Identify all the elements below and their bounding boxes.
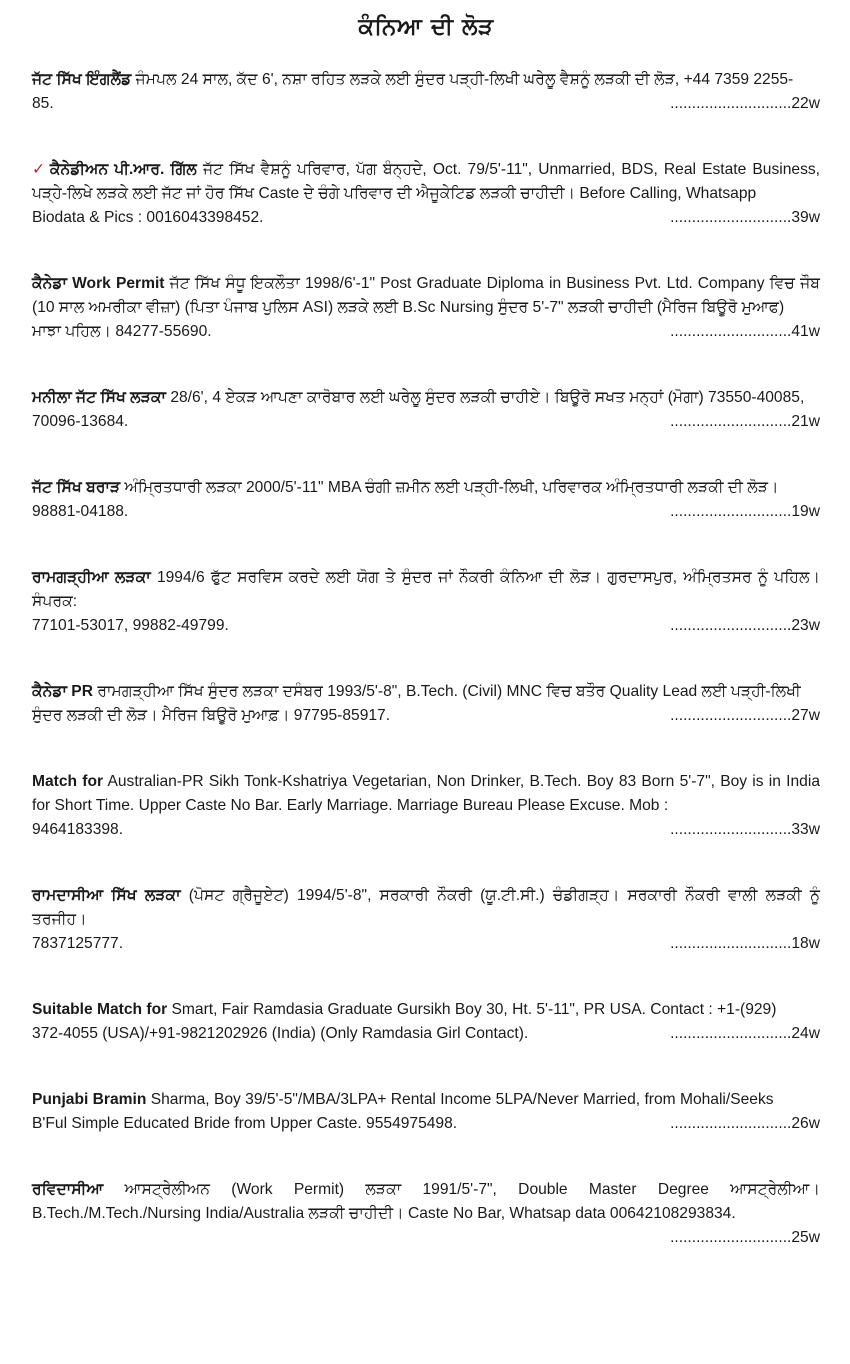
ad-word-count: ............................19w xyxy=(670,503,820,520)
ad-heading: ਕੈਨੇਡੀਅਨ ਪੀ.ਆਰ. ਗਿੱਲ xyxy=(49,161,197,178)
ad-footer xyxy=(32,410,820,434)
ad-heading: Suitable Match for xyxy=(32,1001,168,1018)
ad-footer xyxy=(32,206,820,230)
ad-text xyxy=(32,158,820,206)
classified-ad xyxy=(32,884,820,956)
ad-word-count: ............................33w xyxy=(670,821,820,838)
ad-contact: ਸੁੰਦਰ ਲੜਕੀ ਦੀ ਲੋੜ। ਮੈਰਿਜ ਬਿਊਰੋ ਮੁਆਫ਼। 97795-85917. xyxy=(32,707,391,724)
ad-body: ਜੱਟ ਸਿੱਖ ਸੰਧੂ ਇਕਲੌਤਾ 1998/6'-1" Post Graduate Diploma in Business Pvt. Ltd. Company ਵਿਚ ਜੌਬ (10 ਸਾਲ ਅਮਰੀਕਾ ਵੀਜ਼ਾ) (ਪਿਤਾ ਪੰਜਾਬ ਪੁਲਿਸ ASI) ਲੜਕੇ ਲਈ B.Sc Nursing ਸੁੰਦਰ 5'-7" ਲੜਕੀ ਚਾਹੀਦੀ (ਮੈਰਿਜ ਬਿਊਰੋ ਮੁਆਫ) xyxy=(32,275,820,316)
ad-body: 1994/6 ਫੁੱਟ ਸਰਵਿਸ ਕਰਦੇ ਲਈ ਯੋਗ ਤੇ ਸੁੰਦਰ ਜਾਂ ਨੌਕਰੀ ਕੰਨਿਆ ਦੀ ਲੋੜ। ਗੁਰਦਾਸਪੁਰ, ਅੰਮ੍ਰਿਤਸਰ ਨੂੰ ਪਹਿਲ। ਸੰਪਰਕ: xyxy=(32,569,821,610)
ad-body: ਜੱਟ ਸਿੱਖ ਵੈਸ਼ਨੂੰ ਪਰਿਵਾਰ, ਪੱਗ ਬੰਨ੍ਹਦੇ, Oct. 79/5'-11", Unmarried, BDS, Real Estate Business, ਪੜ੍ਹੇ-ਲਿਖੇ ਲੜਕੇ ਲਈ ਜੱਟ ਜਾਂ ਹੋਰ ਸਿੱਖ Caste ਦੇ ਚੰਗੇ ਪਰਿਵਾਰ ਦੀ ਐਜੂਕੇਟਿਡ ਲੜਕੀ ਚਾਹੀਦੀ। Before Calling, Whatsapp xyxy=(32,161,820,202)
ad-footer xyxy=(32,614,820,638)
classified-ad xyxy=(32,998,820,1046)
classified-ad xyxy=(32,386,820,434)
ad-word-count: ............................26w xyxy=(670,1115,820,1132)
ad-heading: ਜੱਟ ਸਿੱਖ ਇੰਗਲੈਂਡ xyxy=(32,71,132,88)
ad-text xyxy=(32,386,820,410)
ad-word-count: ............................21w xyxy=(670,413,820,430)
ad-body: ਆਸਟ੍ਰੇਲੀਅਨ (Work Permit) ਲੜਕਾ 1991/5'-7", Double Master Degree ਆਸਟ੍ਰੇਲੀਆ। B.Tech./M.Tech./Nursing India/Australia ਲੜਕੀ ਚਾਹੀਦੀ। Caste No Bar, Whatsap data 00642108293834. xyxy=(32,1181,820,1222)
ad-contact: 98881-04188. xyxy=(32,503,129,520)
ad-text xyxy=(32,272,820,320)
ad-heading: Match for xyxy=(32,773,104,790)
ad-heading: ਰਾਮਦਾਸੀਆ ਸਿੱਖ ਲੜਕਾ xyxy=(32,887,181,904)
ad-word-count: ............................18w xyxy=(670,935,820,952)
classified-ad xyxy=(32,680,820,728)
ad-heading: Punjabi Bramin xyxy=(32,1091,147,1108)
ad-contact: 372-4055 (USA)/+91-9821202926 (India) (Only Ramdasia Girl Contact). xyxy=(32,1025,529,1042)
classified-ad xyxy=(32,566,820,638)
ad-contact: 7837125777. xyxy=(32,935,124,952)
ad-contact: B'Ful Simple Educated Bride from Upper Caste. 9554975498. xyxy=(32,1115,458,1132)
ad-footer xyxy=(32,704,820,728)
ad-body: 28/6', 4 ਏਕੜ ਆਪਣਾ ਕਾਰੋਬਾਰ ਲਈ ਘਰੇਲੂ ਸੁੰਦਰ ਲੜਕੀ ਚਾਹੀਏ। ਬਿਊਰੋ ਸਖਤ ਮਨ੍ਹਾਂ (ਮੋਗਾ) 73550-40085, xyxy=(166,389,805,406)
ad-word-count: ............................22w xyxy=(670,95,820,112)
ad-footer xyxy=(32,500,820,524)
classified-ad xyxy=(32,476,820,524)
ad-word-count: ............................24w xyxy=(670,1025,820,1042)
classified-ad xyxy=(32,1088,820,1136)
ad-contact: Biodata & Pics : 0016043398452. xyxy=(32,209,264,226)
page-title: ਕੰਨਿਆ ਦੀ ਲੋੜ xyxy=(358,14,494,40)
ad-footer xyxy=(32,1112,820,1136)
ad-footer xyxy=(32,1022,820,1046)
ad-text xyxy=(32,1088,820,1112)
ad-body: ਜੰਮਪਲ 24 ਸਾਲ, ਕੱਦ 6', ਨਸ਼ਾ ਰਹਿਤ ਲੜਕੇ ਲਈ ਸੁੰਦਰ ਪੜ੍ਹੀ-ਲਿਖੀ ਘਰੇਲੂ ਵੈਸ਼ਨੂੰ ਲੜਕੀ ਦੀ ਲੋੜ, +44 7359 2255- xyxy=(131,71,794,88)
ad-word-count: ............................39w xyxy=(670,209,820,226)
ad-text xyxy=(32,998,820,1022)
classified-ad xyxy=(32,68,820,116)
ad-text xyxy=(32,770,820,818)
ad-text xyxy=(32,566,820,614)
ad-contact: ਮਾਝਾ ਪਹਿਲ। 84277-55690. xyxy=(32,323,212,340)
ad-word-count: ............................27w xyxy=(670,707,820,724)
ad-text xyxy=(32,1178,820,1226)
ad-text xyxy=(32,476,820,500)
ad-contact: 70096-13684. xyxy=(32,413,129,430)
ad-heading: ਰਵਿਦਾਸੀਆ xyxy=(32,1181,104,1198)
ad-body: Sharma, Boy 39/5'-5"/MBA/3LPA+ Rental Income 5LPA/Never Married, from Mohali/Seeks xyxy=(146,1091,774,1108)
ad-footer xyxy=(32,818,820,842)
ads-list xyxy=(32,68,820,1250)
ad-word-count: ............................23w xyxy=(670,617,820,634)
ad-contact: 85. xyxy=(32,95,54,112)
ad-text xyxy=(32,68,820,92)
ad-heading: ਜੱਟ ਸਿੱਖ ਬਰਾੜ xyxy=(32,479,121,496)
ad-body: Smart, Fair Ramdasia Graduate Gursikh Boy 30, Ht. 5'-11", PR USA. Contact : +1-(929) xyxy=(167,1001,777,1018)
ad-heading: ਕੈਨੇਡਾ PR xyxy=(32,683,93,700)
ad-word-count: ............................25w xyxy=(670,1229,820,1246)
ad-contact: 77101-53017, 99882-49799. xyxy=(32,617,229,634)
checkmark-icon: ✓ xyxy=(32,161,47,178)
classified-ad xyxy=(32,770,820,842)
ad-contact: 9464183398. xyxy=(32,821,124,838)
ad-body: ਰਾਮਗੜ੍ਹੀਆ ਸਿੱਖ ਸੁੰਦਰ ਲੜਕਾ ਦਸੰਬਰ 1993/5'-8", B.Tech. (Civil) MNC ਵਿਚ ਬਤੌਰ Quality Lead ਲਈ ਪੜ੍ਹੀ-ਲਿਖੀ xyxy=(92,683,801,700)
ad-body: Australian-PR Sikh Tonk-Kshatriya Vegetarian, Non Drinker, B.Tech. Boy 83 Born 5'-7", Boy is in India for Short Time. Upper Caste No Bar. Early Marriage. Marriage Bureau Please Excuse. Mob : xyxy=(32,773,820,814)
ad-footer xyxy=(32,1226,820,1250)
ad-body: ਅੰਮ੍ਰਿਤਧਾਰੀ ਲੜਕਾ 2000/5'-11" MBA ਚੰਗੀ ਜ਼ਮੀਨ ਲਈ ਪੜ੍ਹੀ-ਲਿਖੀ, ਪਰਿਵਾਰਕ ਅੰਮ੍ਰਿਤਧਾਰੀ ਲੜਕੀ ਦੀ ਲੋੜ। xyxy=(120,479,779,496)
ad-heading: ਮਨੀਲਾ ਜੱਟ ਸਿੱਖ ਲੜਕਾ xyxy=(32,389,166,406)
ad-text xyxy=(32,884,820,932)
ad-footer xyxy=(32,92,820,116)
ad-body: (ਪੋਸਟ ਗ੍ਰੈਜੂਏਟ) 1994/5'-8", ਸਰਕਾਰੀ ਨੌਕਰੀ (ਯੂ.ਟੀ.ਸੀ.) ਚੰਡੀਗੜ੍ਹ। ਸਰਕਾਰੀ ਨੌਕਰੀ ਵਾਲੀ ਲੜਕੀ ਨੂੰ ਤਰਜੀਹ। xyxy=(32,887,820,928)
ad-footer xyxy=(32,932,820,956)
ad-footer xyxy=(32,320,820,344)
ad-text xyxy=(32,680,820,704)
ad-word-count: ............................41w xyxy=(670,323,820,340)
classified-ad xyxy=(32,1178,820,1250)
ad-heading: ਰਾਮਗੜ੍ਹੀਆ ਲੜਕਾ xyxy=(32,569,151,586)
classified-ad xyxy=(32,272,820,344)
ad-heading: ਕੈਨੇਡਾ Work Permit xyxy=(32,275,165,292)
classified-ad xyxy=(32,158,820,230)
